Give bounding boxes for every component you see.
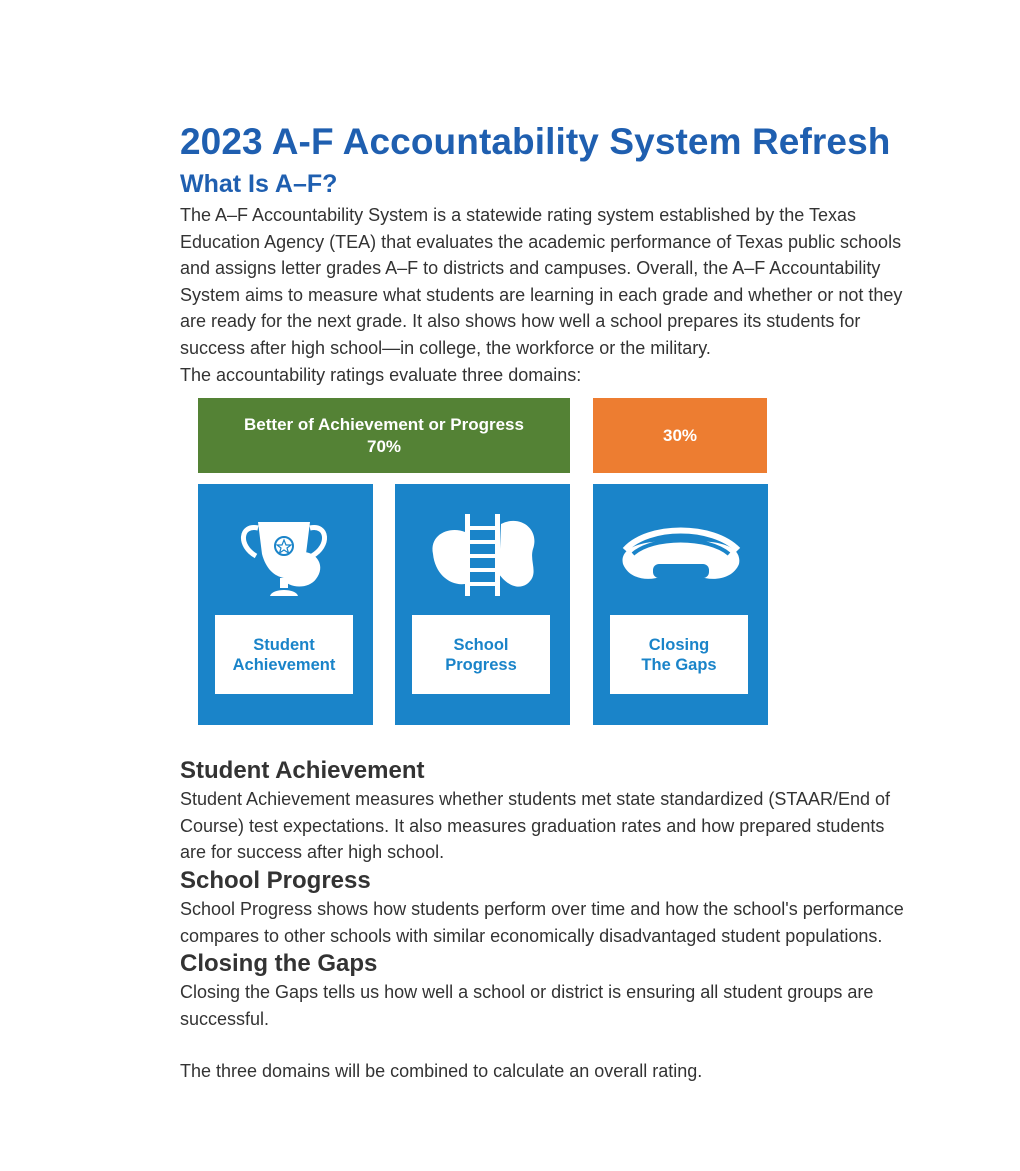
domain-tile-student-achievement [198,484,373,725]
domain-tile-closing-gaps [593,484,768,725]
ladder-icon [395,484,570,614]
weight-bar-achievement-progress [198,398,570,473]
section-heading-closing-gaps: Closing the Gaps [180,950,378,978]
domain-tile-label: School Progress [412,615,550,694]
weight-bar-label: Better of Achievement or Progress [244,414,524,434]
section-body-school-progress: School Progress shows how students perform over time and how the school's performance compares to other schools with similar economically disadvantaged student populations. [180,898,904,946]
domains-graphic [198,398,798,738]
bridge-icon [593,484,768,614]
weight-bar-percent: 30% [662,425,698,445]
section-heading-student-achievement: Student Achievement [180,757,425,785]
section-body-student-achievement: Student Achievement measures whether students met state standardized (STAAR/End of Course) test expectations. It also measures graduation rates and how prepared students are for success after high school. [180,789,891,863]
weight-bar-closing-gaps [593,398,767,473]
page-title: 2023 A-F Accountability System Refresh [180,121,891,162]
domain-tile-label: Closing The Gaps [610,615,748,694]
section-heading-school-progress: School Progress [180,866,371,894]
article [180,118,910,1085]
closing-statement: The three domains will be combined to calculate an overall rating. [180,1061,703,1082]
spacer [180,1032,910,1058]
intro-domains-line: The accountability ratings evaluate three domains: [180,364,582,385]
section-subtitle: What Is A–F? [180,170,338,198]
domain-tile-label: Student Achievement [215,615,353,694]
weight-bar-percent: 70% [366,436,402,456]
section-body-closing-gaps: Closing the Gaps tells us how well a school or district is ensuring all student groups are successful. [180,982,874,1029]
trophy-icon [198,484,373,614]
intro-paragraph: The A–F Accountability System is a statewide rating system established by the Texas Education Agency (TEA) that evaluates the academic performance of Texas public schools and assigns letter grades A–F to districts and campuses. Overall, the A–F Accountability System aims to measure what students are learning in each grade and whether or not they are ready for the next grade. It also shows how well a school prepares its students for success after high school—in college, the workforce or the military. [180,205,903,358]
domain-tile-school-progress [395,484,570,725]
